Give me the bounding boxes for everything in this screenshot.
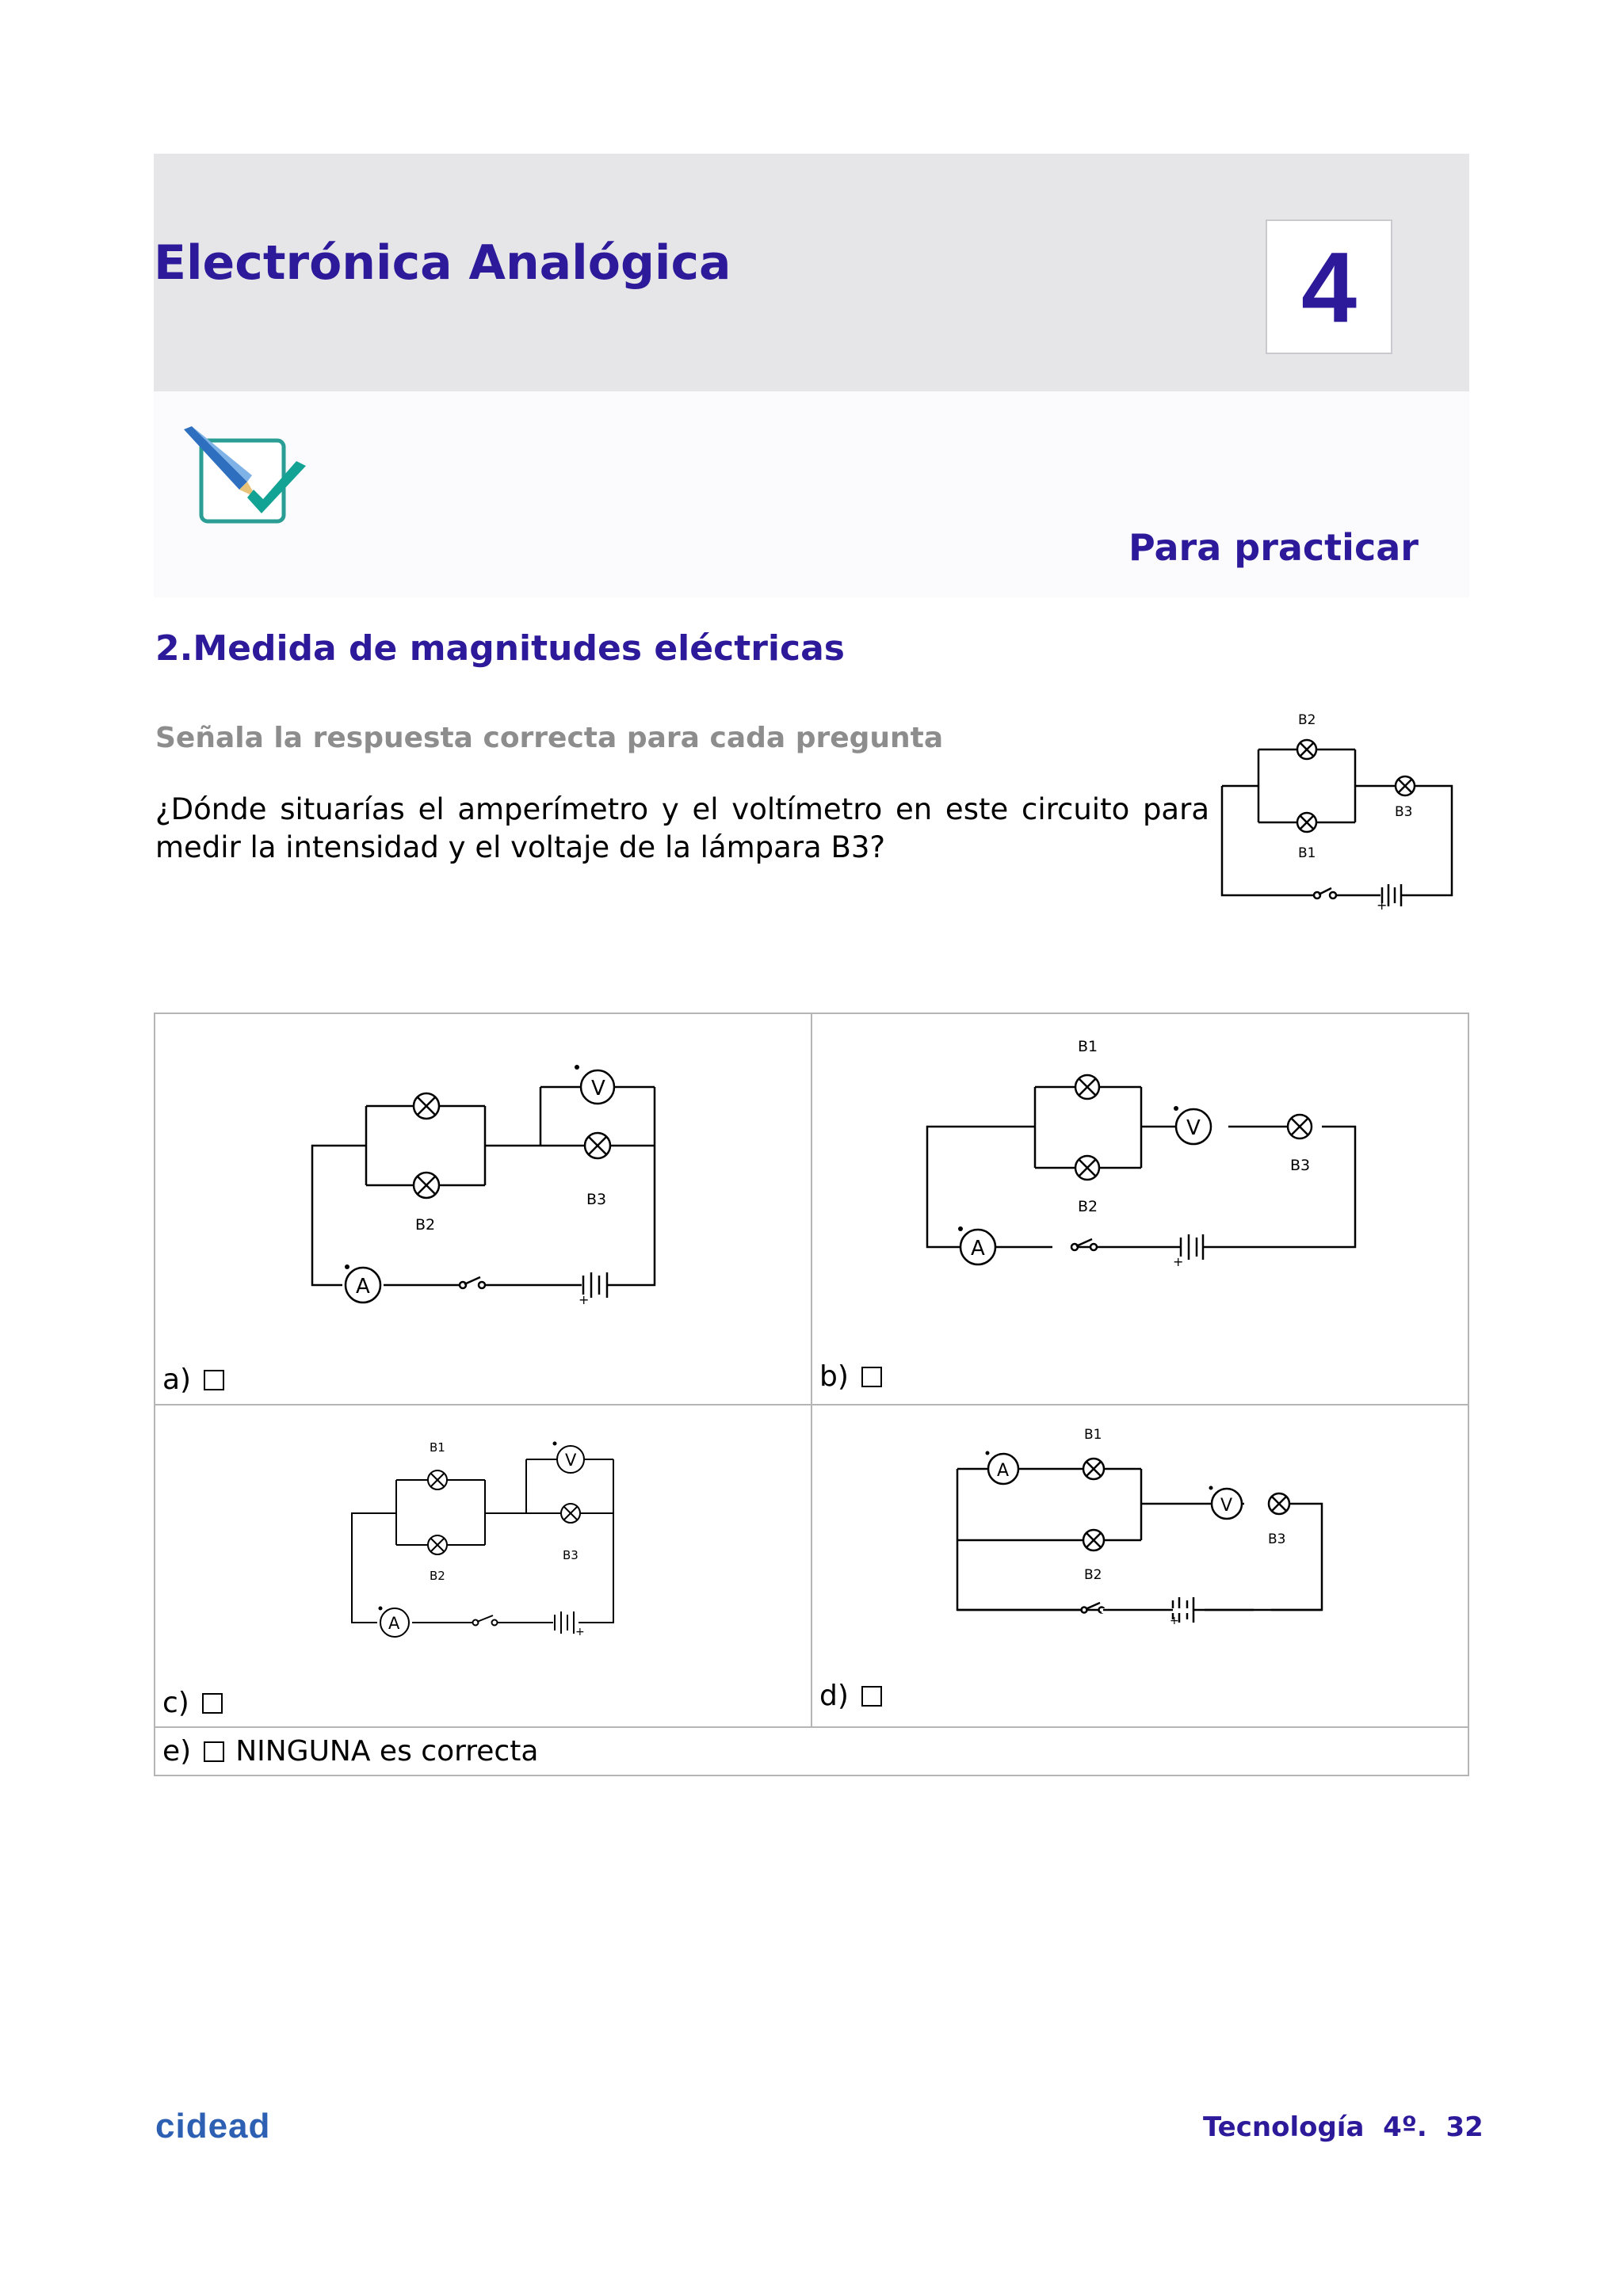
voltmeter-label: V [565,1451,577,1470]
lamp-label-b3: B3 [1290,1157,1311,1174]
ammeter-label: A [997,1461,1010,1481]
option-e [162,1737,538,1766]
ammeter-label: A [356,1275,370,1299]
lamp-label-b2: B2 [1084,1567,1102,1583]
lamp-label-b2: B2 [1298,712,1316,728]
option-c-circuit [333,1432,634,1646]
lamp-label-b3: B3 [586,1191,607,1208]
lamp-label-b2: B2 [430,1569,445,1583]
lamp-label-b1: B1 [1298,845,1316,861]
unit-number-badge: 4 [1266,219,1392,354]
svg-text:+: + [575,1626,585,1638]
page-footer: Tecnología 4º. 32 [1203,2111,1484,2143]
option-b-circuit [911,1030,1371,1276]
option-letter: c) [162,1687,189,1719]
pencil-check-icon [181,425,315,528]
instruction-text: Señala la respuesta correcta para cada pregunta [155,722,944,754]
column-divider [811,1013,812,1728]
reference-circuit-diagram [1212,697,1466,919]
checkbox-icon[interactable] [204,1370,224,1390]
checkbox-icon[interactable] [861,1367,882,1387]
lamp-label-b2: B2 [1078,1198,1098,1215]
lamp-label-b1: B1 [1078,1038,1098,1055]
svg-text:+: + [1377,898,1388,913]
page-title: Electrónica Analógica [154,235,731,291]
lamp-label-b3: B3 [563,1548,579,1562]
option-a [162,1363,224,1396]
lamp-label-b3: B3 [1395,804,1413,820]
checkbox-icon[interactable] [202,1693,223,1714]
lamp-label-b2: B2 [415,1216,436,1234]
section-kicker: Para practicar [1128,526,1419,569]
svg-text:+: + [1173,1254,1184,1269]
option-d-circuit [943,1418,1347,1632]
row-divider [154,1726,1469,1728]
cidead-logo: cidead [155,2107,271,2145]
option-text: NINGUNA es correcta [235,1735,539,1768]
svg-text:+: + [579,1292,590,1307]
lamp-label-b1: B1 [430,1440,445,1455]
question-text: ¿Dónde situarías el amperímetro y el voltímetro en este circuito para medir la intensidad y el voltaje de la lámpara B3? [155,792,1209,864]
lamp-label-b3: B3 [1268,1531,1286,1547]
option-letter: a) [162,1363,192,1396]
row-divider [154,1404,1469,1405]
section-title: 2.Medida de magnitudes eléctricas [155,628,845,669]
option-b [819,1360,882,1393]
option-letter: b) [819,1360,849,1393]
option-letter: e) [162,1735,192,1768]
checkbox-icon[interactable] [204,1741,224,1762]
lamp-label-b1: B1 [1084,1427,1102,1443]
voltmeter-label: V [591,1077,605,1100]
voltmeter-label: V [1186,1116,1201,1140]
option-a-circuit [285,1038,666,1315]
checkbox-icon[interactable] [861,1686,882,1707]
ammeter-label: A [971,1237,985,1261]
voltmeter-label: V [1220,1496,1233,1516]
svg-text:+: + [1170,1615,1179,1627]
option-c [162,1689,223,1718]
option-d [819,1682,882,1711]
option-letter: d) [819,1680,849,1712]
ammeter-label: A [388,1614,400,1633]
